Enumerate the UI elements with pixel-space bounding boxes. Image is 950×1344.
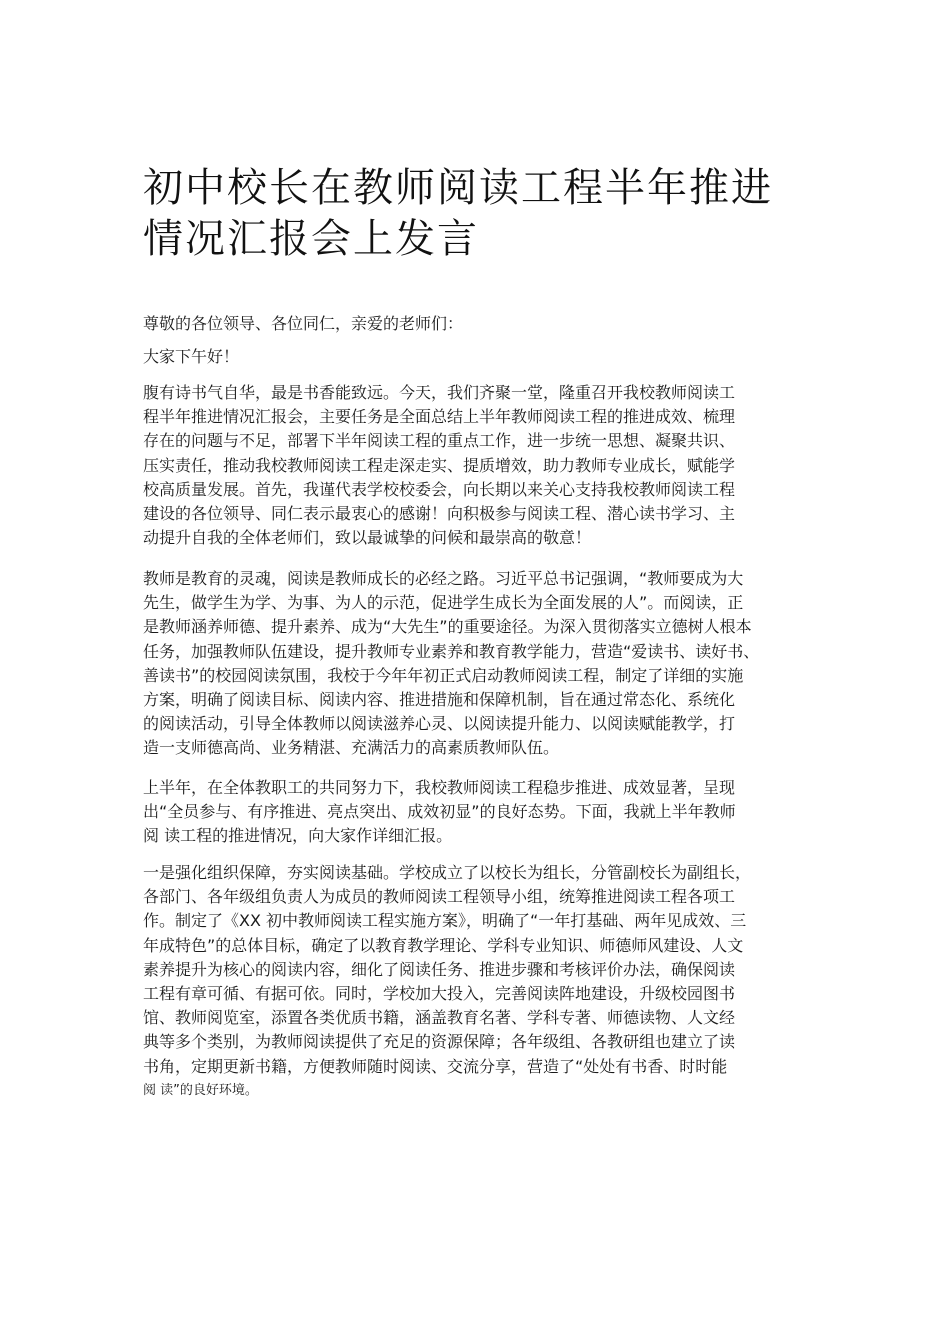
paragraph-line: 的阅读活动，引导全体教师以阅读滋养心灵、以阅读提升能力、以阅读赋能教学，打 — [143, 714, 736, 734]
paragraph-line: 教师是教育的灵魂，阅读是教师成长的必经之路。习近平总书记强调，“教师要成为大 — [143, 569, 744, 588]
paragraph-line: 动提升自我的全体老师们，致以最诚挚的问候和最崇高的敬意！ — [143, 528, 592, 548]
paragraph-line: 程半年推进情况汇报会，主要任务是全面总结上半年教师阅读工程的推进成效、梳理 — [143, 407, 736, 427]
paragraph-line: 校高质量发展。首先，我谨代表学校校委会，向长期以来关心支持我校教师阅读工程 — [143, 479, 736, 499]
paragraph-line: 腹有诗书气自华，最是书香能致远。今天，我们齐聚一堂，隆重召开我校教师阅读工 — [143, 383, 736, 402]
paragraph-line: 年成特色”的总体目标，确定了以教育教学理论、学科专业知识、师德师风建设、人文 — [143, 935, 744, 955]
document-title — [143, 163, 823, 265]
paragraph-line: 素养提升为核心的阅读内容，细化了阅读任务、推进步骤和考核评价办法，确保阅读 — [143, 959, 736, 979]
title-line: 情况汇报会上发言 — [143, 216, 479, 262]
paragraph-line: 作。制定了《XX 初中教师阅读工程实施方案》，明确了“一年打基础、两年见成效、三 — [143, 911, 747, 931]
greeting-text: 大家下午好！ — [143, 347, 240, 366]
paragraph-summary — [143, 776, 815, 849]
paragraph-line: 馆、教师阅览室，添置各类优质书籍，涵盖教育名著、学科专著、师德读物、人文经 — [143, 1008, 736, 1028]
title-line: 初中校长在教师阅读工程半年推进 — [143, 165, 773, 211]
paragraph-line: 善读书”的校园阅读氛围，我校于今年年初正式启动教师阅读工程，制定了详细的实施 — [143, 665, 744, 685]
paragraph-line: 各部门、各年级组负责人为成员的教师阅读工程领导小组，统筹推进阅读工程各项工 — [143, 887, 736, 907]
paragraph-organization — [143, 861, 815, 1103]
greeting — [143, 345, 815, 369]
paragraph-line: 阅 读”的良好环境。 — [143, 1082, 258, 1098]
paragraph-line: 阅 读工程的推进情况，向大家作详细汇报。 — [143, 826, 453, 846]
paragraph-line: 典等多个类别，为教师阅读提供了充足的资源保障；各年级组、各教研组也建立了读 — [143, 1032, 736, 1052]
paragraph-line: 书角，定期更新书籍，方便教师随时阅读、交流分享，营造了“处处有书香、时时能 — [143, 1056, 728, 1076]
paragraph-line: 任务，加强教师队伍建设，提升教师专业素养和教育教学能力，营造“爱读书、读好书、 — [143, 641, 760, 661]
paragraph-line: 是教师涵养师德、提升素养、成为“大先生”的重要途径。为深入贯彻落实立德树人根本 — [143, 617, 752, 637]
paragraph-line: 存在的问题与不足，部署下半年阅读工程的重点工作，进一步统一思想、凝聚共识、 — [143, 431, 736, 451]
paragraph-line: 方案，明确了阅读目标、阅读内容、推进措施和保障机制，旨在通过常态化、系统化 — [143, 690, 736, 710]
paragraph-line: 一是强化组织保障，夯实阅读基础。学校成立了以校长为组长，分管副校长为副组长， — [143, 863, 752, 882]
paragraph-opening — [143, 381, 815, 550]
paragraph-line: 先生，做学生为学、为事、为人的示范，促进学生成长为全面发展的人”。而阅读，正 — [143, 593, 744, 613]
paragraph-line: 造一支师德高尚、业务精湛、充满活力的高素质教师队伍。 — [143, 738, 560, 758]
salutation — [143, 312, 815, 336]
paragraph-line: 压实责任，推动我校教师阅读工程走深走实、提质增效，助力教师专业成长，赋能学 — [143, 455, 736, 475]
paragraph-line: 上半年，在全体教职工的共同努力下，我校教师阅读工程稳步推进、成效显著，呈现 — [143, 778, 736, 797]
paragraph-background — [143, 567, 815, 761]
paragraph-line: 出“全员参与、有序推进、亮点突出、成效初显”的良好态势。下面，我就上半年教师 — [143, 802, 736, 822]
paragraph-line: 建设的各位领导、同仁表示最衷心的感谢！向积极参与阅读工程、潜心读书学习、主 — [143, 504, 736, 524]
paragraph-line: 工程有章可循、有据可依。同时，学校加大投入，完善阅读阵地建设，升级校园图书 — [143, 984, 736, 1004]
salutation-text: 尊敬的各位领导、各位同仁，亲爱的老师们： — [143, 314, 464, 333]
